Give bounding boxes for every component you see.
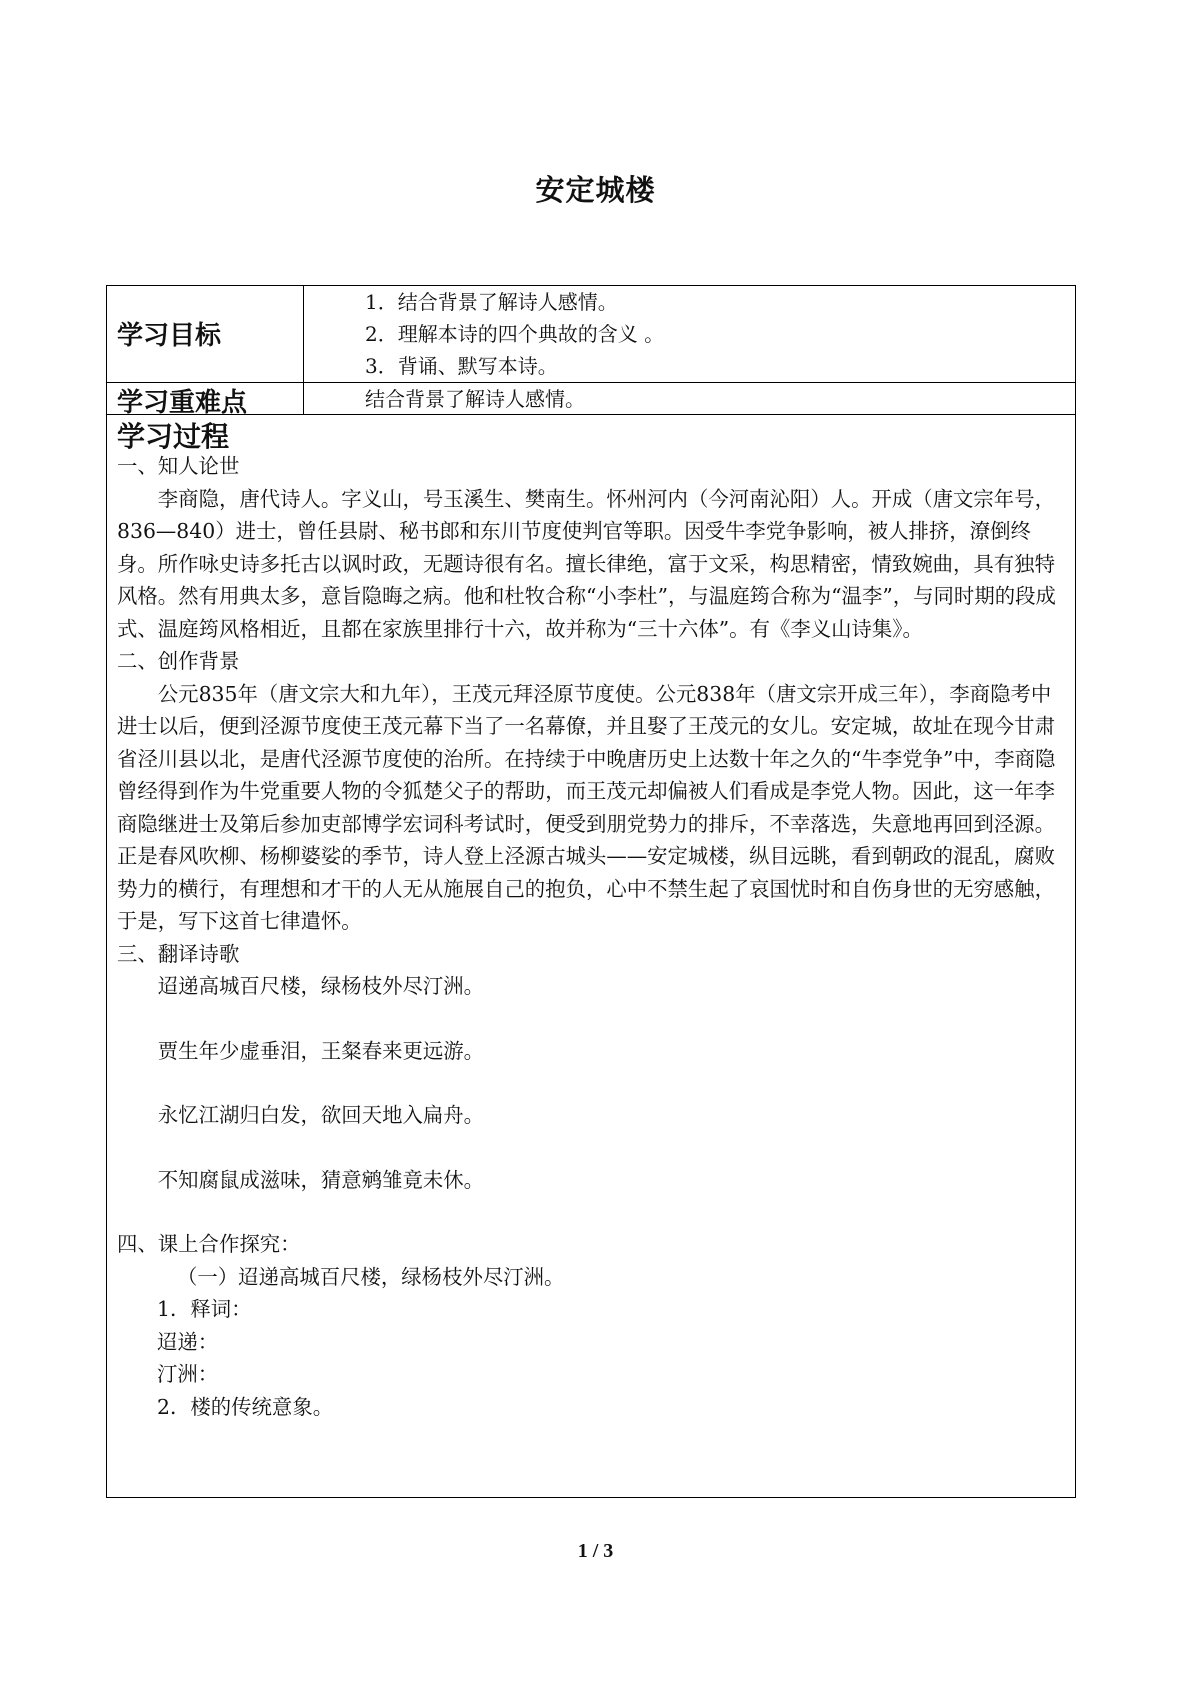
table-column-divider (303, 286, 304, 415)
inquiry-subheading: （一）迢递高城百尺楼，绿杨枝外尽汀洲。 (177, 1264, 565, 1289)
section-heading: 二、创作背景 (117, 649, 240, 673)
inquiry-item: 2．楼的传统意象。 (157, 1394, 334, 1419)
page-number: 1 / 3 (577, 1540, 614, 1562)
key-points-text: 结合背景了解诗人感情。 (365, 387, 585, 411)
section-heading: 三、翻译诗歌 (117, 941, 240, 966)
background-paragraph: 公元835年（唐文宗大和九年），王茂元拜泾原节度使。公元838年（唐文宗开成三年），李商隐考中进士以后，便到泾源节度使王茂元幕下当了一名幕僚，并且娶了王茂元的女儿。安定城，故址在现今甘肃省泾川县以北，是唐代泾源节度使的治所。在持续于中晚唐历史上达数十年之久的“牛李党争”中，李商隐曾经得到作为牛党重要人物的令狐楚父子的帮助，而王茂元却偏被人们看成是李党人物。因此，这一年李商隐继进士及第后参加吏部博学宏词科考试时，便受到朋党势力的排斥，不幸落选，失意地再回到泾源。正是春风吹柳、杨柳婆娑的季节，诗人登上泾源古城头——安定城楼，纵目远眺，看到朝政的混乱，腐败势力的横行，有理想和才干的人无从施展自己的抱负，心中不禁生起了哀国忧时和自伤身世的无穷感触，于是，写下这首七律遣怀。 (117, 681, 1056, 933)
objective-item: 2．理解本诗的四个典故的含义 。 (365, 322, 665, 346)
objective-item: 1．结合背景了解诗人感情。 (365, 290, 618, 314)
process-body (117, 450, 1069, 1423)
section-heading: 一、知人论世 (117, 454, 240, 478)
process-label: 学习过程 (117, 420, 230, 453)
key-points-label: 学习重难点 (117, 388, 248, 418)
table-row-divider (107, 414, 1075, 415)
inquiry-item: 1．释词： (157, 1297, 252, 1321)
poem-line: 迢递高城百尺楼，绿杨枝外尽汀洲。 (157, 974, 485, 998)
page-title: 安定城楼 (535, 173, 656, 207)
section-heading: 四、课上合作探究： (117, 1232, 301, 1256)
inquiry-item: 迢递： (157, 1329, 219, 1354)
table-row-divider (107, 382, 1075, 383)
lesson-table (106, 285, 1076, 1498)
author-intro-paragraph: 李商隐，唐代诗人。字义山，号玉溪生、樊南生。怀州河内（今河南沁阳）人。开成（唐文宗年号，836—840）进士，曾任县尉、秘书郎和东川节度使判官等职。因受牛李党争影响，被人排挤，潦倒终身。所作咏史诗多托古以讽时政，无题诗很有名。擅长律绝，富于文采，构思精密，情致婉曲，具有独特风格。然有用典太多，意旨隐晦之病。他和杜牧合称“小李杜”，与温庭筠合称为“温李”，与同时期的段成式、温庭筠风格相近，且都在家族里排行十六，故并称为“三十六体”。有《李义山诗集》。 (117, 486, 1056, 641)
poem-line: 贾生年少虚垂泪，王粲春来更远游。 (157, 1038, 485, 1063)
poem-line: 永忆江湖归白发，欲回天地入扁舟。 (157, 1103, 485, 1127)
inquiry-item: 汀洲： (157, 1362, 219, 1386)
objective-item: 3．背诵、默写本诗。 (365, 354, 558, 378)
objectives-label: 学习目标 (117, 321, 222, 351)
poem-line: 不知腐鼠成滋味，猜意鹓雏竟未休。 (157, 1167, 485, 1192)
